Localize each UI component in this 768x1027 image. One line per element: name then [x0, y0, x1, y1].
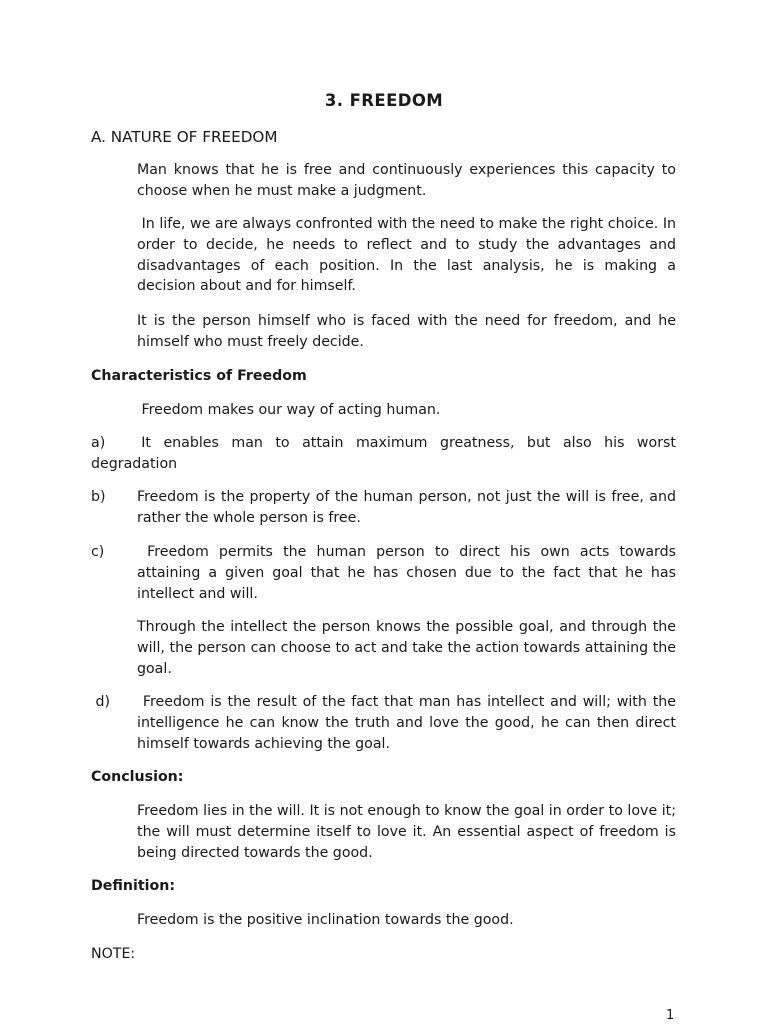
- item-text: It enables man to attain maximum greatness, but also his worst degradation: [91, 435, 676, 472]
- characteristics-item-d: [91, 692, 681, 754]
- definition-text: Freedom is the positive inclination towards the good.: [137, 912, 514, 928]
- conclusion-text: Freedom lies in the will. It is not enough to know the goal in order to love it; the will must determine itself to love it. An essential aspect of freedom is being directed towards the good.: [137, 803, 676, 861]
- item-marker: b): [91, 489, 106, 505]
- section-a-paragraph-3: It is the person himself who is faced with the need for freedom, and he himself who must freely decide.: [137, 313, 676, 350]
- note-label: NOTE:: [91, 946, 136, 962]
- characteristics-intro: Freedom makes our way of acting human.: [137, 402, 441, 418]
- item-text: Freedom is the result of the fact that man has intellect and will; with the intelligence he can know the truth and love the good, he can then direct himself towards achieving the goal.: [137, 694, 681, 752]
- page-number: 1: [666, 1008, 675, 1023]
- item-text: Freedom is the property of the human person, not just the will is free, and rather the whole person is free.: [137, 489, 676, 526]
- item-text: Freedom permits the human person to direct his own acts towards attaining a given goal that he has chosen due to the fact that he has intellect and will.: [137, 544, 681, 602]
- page-title: 3. FREEDOM: [324, 91, 444, 110]
- characteristics-heading: Characteristics of Freedom: [91, 368, 307, 384]
- item-marker: a): [91, 435, 106, 451]
- item-marker: c): [91, 544, 105, 560]
- characteristics-item-b: [91, 487, 676, 529]
- definition-heading: Definition:: [91, 878, 176, 894]
- characteristics-item-c-followup: Through the intellect the person knows the possible goal, and through the will, the person can choose to act and take the action towards attaining the goal.: [137, 619, 676, 677]
- characteristics-item-c: [91, 542, 681, 604]
- section-a-paragraph-1: Man knows that he is free and continuously experiences this capacity to choose when he must make a judgment.: [137, 162, 676, 199]
- item-marker: d): [91, 694, 111, 710]
- section-a-heading: A. NATURE OF FREEDOM: [91, 128, 278, 146]
- conclusion-heading: Conclusion:: [91, 769, 184, 785]
- characteristics-item-a: [91, 433, 676, 475]
- section-a-paragraph-2: In life, we are always confronted with the need to make the right choice. In order to decide, he needs to reflect and to study the advantages and disadvantages of each position. In the last analysis, he is making a decision about and for himself.: [137, 216, 681, 295]
